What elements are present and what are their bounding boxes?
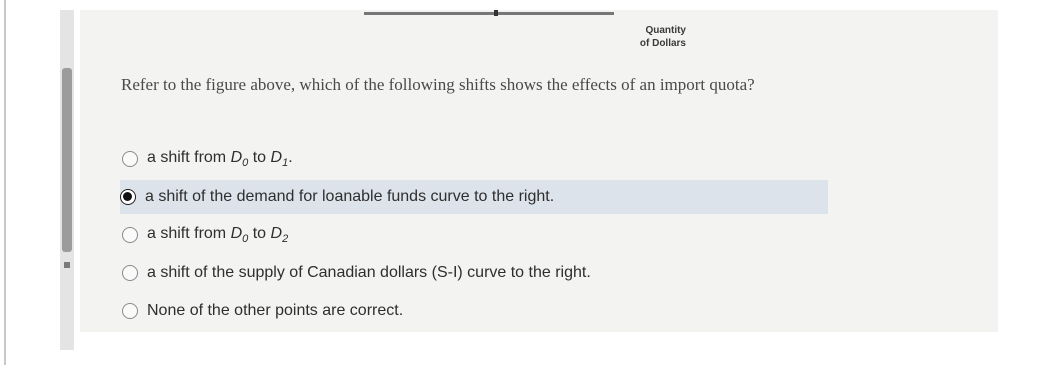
question-text: Refer to the figure above, which of the following shifts shows the effects of an import quota?	[121, 75, 755, 94]
answer-option-2[interactable]	[120, 180, 828, 214]
answer-option-4-label: a shift of the supply of Canadian dollars (S-I) curve to the right.	[147, 264, 591, 281]
axis-label-line2: of Dollars	[639, 38, 686, 49]
left-frame-border	[4, 0, 6, 365]
answer-option-4[interactable]	[122, 256, 822, 290]
answer-option-3[interactable]	[122, 218, 822, 252]
radio-button-2-selected[interactable]	[120, 189, 136, 205]
answer-option-3-label: a shift from $D_0$ to $D_2$	[147, 224, 289, 246]
scroll-arrow-icon[interactable]	[64, 262, 70, 268]
answer-option-2-label: a shift of the demand for loanable funds curve to the right.	[145, 188, 555, 205]
figure-axis-tick	[494, 10, 498, 16]
radio-button-3[interactable]	[122, 227, 138, 243]
answer-option-5-label: None of the other points are correct.	[147, 302, 404, 319]
axis-label-line1: Quantity	[645, 25, 686, 36]
scrollbar-thumb[interactable]	[62, 68, 72, 252]
figure-axis-label	[606, 24, 686, 50]
answer-option-5[interactable]	[122, 294, 822, 328]
answer-option-1[interactable]	[122, 142, 822, 176]
radio-button-4[interactable]	[122, 265, 138, 281]
radio-button-5[interactable]	[122, 303, 138, 319]
figure-x-axis	[364, 12, 614, 15]
answer-option-1-label: a shift from $D_0$ to $D_1$.	[147, 148, 293, 170]
radio-button-1[interactable]	[122, 151, 138, 167]
